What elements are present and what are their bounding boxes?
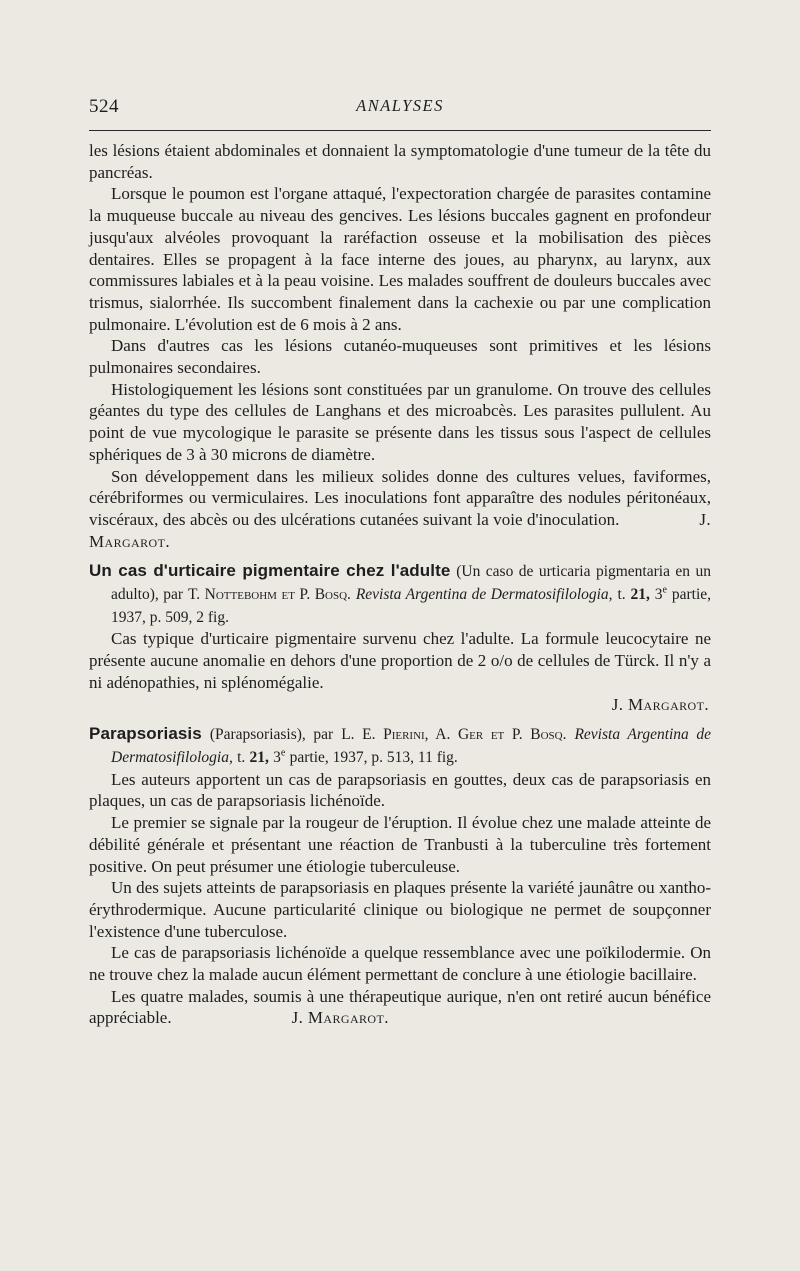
- paragraph: Le premier se signale par la rougeur de l'éruption. Il évolue chez une malade atteinte de débilité générale et présentant une réaction de Tranbusti à la tuberculine très fortement positive. On peut présumer une étiologie tuberculeuse.: [89, 813, 711, 876]
- citation-details: partie, 1937, p. 513, 11 fig.: [289, 748, 458, 766]
- paragraph: Histologiquement les lésions sont constituées par un granulome. On trouve des cellules géantes du type des cellules de Langhans et des microabcès. Les parasites pullulent. Au point de vue mycologique le parasite se présente dans les tissus sous l'aspect de cellules sphériques de 3 à 30 microns de diamètre.: [89, 379, 711, 464]
- volume-number: 21,: [630, 586, 650, 604]
- paragraph: Cas typique d'urticaire pigmentaire survenu chez l'adulte. La formule leucocytaire ne présente aucune anomalie en dehors d'une proportion de 2 o/o de cellules de Türck. Il n'y a ni adénopathies, ni splénomégalie.: [89, 629, 711, 692]
- entry-heading: [89, 723, 711, 768]
- review-entry-urticaire: [89, 560, 711, 715]
- paragraph: Le cas de parapsoriasis lichénoïde a quelque ressemblance avec une poïkilodermie. On ne trouve chez la malade aucun élément permettant de conclure à une étiologie bacillaire.: [89, 943, 711, 985]
- paragraph-text: Son développement dans les milieux solides donne des cultures velues, faviformes, cérébriformes ou vermiculaires. Les inoculations font apparaître des nodules péritonéaux, viscéraux, des abcès ou des ulcérations cutanées suivant la voie d'inoculation.: [89, 466, 711, 529]
- volume-prefix: t.: [237, 748, 246, 766]
- original-title: (Parapsoriasis), par: [209, 726, 334, 744]
- entry-authors: L. E. Pierini, A. Ger et P. Bosq.: [341, 726, 567, 744]
- paragraph-text: Les quatre malades, soumis à une thérapeutique aurique, n'en ont retiré aucun bénéfice appréciable.: [89, 986, 711, 1028]
- paragraph: Les auteurs apportent un cas de parapsoriasis en gouttes, deux cas de parapsoriasis en plaques, un cas de parapsoriasis lichénoïde.: [89, 769, 711, 811]
- paragraph: Lorsque le poumon est l'organe attaqué, l'expectoration chargée de parasites contamine la muqueuse buccale au niveau des gencives. Les lésions buccales gagnent en profondeur jusqu'aux alvéoles provoquant la raréfaction osseuse et la mobilisation des pièces dentaires. Elles se propagent à la face interne des joues, au pharynx, au larynx, aux commissures labiales et à la peau voisine. Les malades souffrent de douleurs buccales avec trismus, sialorrhée. Ils succombent finalement dans la cachexie ou par une complication pulmonaire. L'évolution est de 6 mois à 2 ans.: [89, 184, 711, 334]
- entry-title: Parapsoriasis: [89, 724, 202, 744]
- journal-name: Revista Argentina de Dermatosifilologia,: [111, 726, 712, 766]
- page-number: 524: [89, 96, 119, 117]
- review-entry-parapsoriasis: [89, 723, 711, 1029]
- original-title: (Un caso de urticaria pigmentaria en un adulto), par: [111, 563, 711, 604]
- paragraph: Un des sujets atteints de parapsoriasis en plaques présente la variété jaunâtre ou xantho-érythrodermique. Aucune particularité clinique ou biologique ne permet de soupçonner l'existence d'une tuberculose.: [89, 878, 711, 941]
- signature: J. Margarot.: [291, 1008, 389, 1028]
- entry-title: Un cas d'urticaire pigmentaire chez l'adulte: [89, 561, 451, 581]
- volume-number: 21,: [249, 748, 269, 766]
- journal-name: Revista Argentina de Dermatosifilologia,: [355, 586, 613, 604]
- signature: J. Margarot.: [611, 694, 709, 714]
- citation-details: partie, 1937, p. 509, 2 fig.: [111, 586, 712, 626]
- header-rule: [89, 130, 711, 131]
- body-text: [89, 140, 711, 1029]
- paragraph: les lésions étaient abdominales et donnaient la symptomatologie d'une tumeur de la tête du pancréas.: [89, 141, 711, 182]
- paragraph-with-signature: [89, 466, 711, 553]
- entry-heading: [89, 560, 711, 628]
- running-title: ANALYSES: [356, 96, 444, 115]
- part-superscript: e: [662, 584, 667, 596]
- signature: J. Margarot.: [89, 509, 711, 551]
- part-number: 3: [273, 748, 281, 766]
- paragraph: Dans d'autres cas les lésions cutanéo-muqueuses sont primitives et les lésions pulmonaires secondaires.: [89, 336, 711, 378]
- part-superscript: e: [280, 747, 286, 759]
- entry-authors: T. Nottebohm et P. Bosq.: [187, 586, 351, 604]
- volume-prefix: t.: [617, 586, 626, 604]
- part-number: 3: [654, 586, 663, 604]
- page-header: [89, 96, 711, 124]
- paragraph-with-signature: [89, 986, 711, 1029]
